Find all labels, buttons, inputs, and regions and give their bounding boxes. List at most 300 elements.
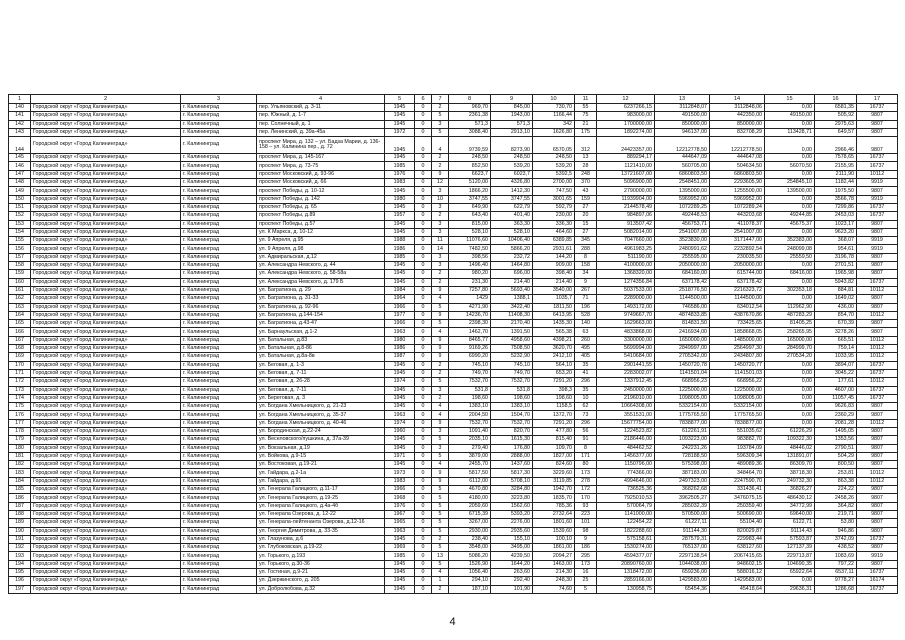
address-cell: ул. Батальная, д.8-86 — [257, 345, 385, 353]
area-apartments-cell: 2276,00 — [491, 519, 533, 527]
locality-cell: г. Калининград — [181, 162, 257, 170]
total-cost-cell: 1337912,45 — [597, 378, 655, 386]
fund-cost-cell: 3523830,00 — [655, 237, 710, 245]
total-area-cell: 5086,20 — [449, 552, 491, 560]
address-cell: ул. Богдана Хмельницкого, д. 21-23 — [257, 403, 385, 411]
total-area-cell: 528,10 — [449, 228, 491, 236]
budget-cost-cell: 596309,34 — [710, 452, 765, 460]
floors-cell: 9 — [432, 345, 449, 353]
row-number-cell: 188 — [9, 510, 31, 518]
resident-count-cell: 159 — [575, 195, 597, 203]
row-number-cell: 159 — [9, 270, 31, 278]
year-built-cell: 1945 — [385, 270, 415, 278]
municipality-cell: Городской округ «Город Калининград» — [31, 104, 181, 112]
table-row — [9, 303, 898, 311]
row-number-cell: 145 — [9, 154, 31, 162]
unit-cost-cell: 2966,46 — [815, 137, 857, 154]
table-row — [9, 394, 898, 402]
max-unit-cost-cell: 9807 — [857, 120, 898, 128]
budget-cost-cell: 2564997,30 — [710, 345, 765, 353]
row-number-cell: 170 — [9, 361, 31, 369]
year-built-cell: 1945 — [385, 203, 415, 211]
year-built-cell: 1957 — [385, 212, 415, 220]
area-residents-cell: 824,60 — [533, 461, 575, 469]
row-number-cell: 163 — [9, 303, 31, 311]
total-area-cell: 3267,00 — [449, 519, 491, 527]
unit-cost-cell: 7299,86 — [815, 203, 857, 211]
budget-cost-cell: 832708,29 — [710, 128, 765, 136]
total-cost-cell: 3551531,00 — [597, 411, 655, 419]
address-cell: ул. Вокзальная, д.19 — [257, 444, 385, 452]
fund-cost-cell: 387183,00 — [655, 469, 710, 477]
locality-cell: г. Калининград — [181, 311, 257, 319]
row-number-cell: 147 — [9, 170, 31, 178]
column-number-header: 17 — [857, 95, 898, 104]
locality-cell: г. Калининград — [181, 278, 257, 286]
owner-cost-cell: 49150,00 — [765, 112, 815, 120]
column-number-header: 7 — [432, 95, 449, 104]
row-number-cell: 161 — [9, 286, 31, 294]
table-row — [9, 220, 898, 228]
total-area-cell: 238,40 — [449, 535, 491, 543]
address-cell: ул. Горького, д.193 — [257, 552, 385, 560]
year-commissioned-cell: 0 — [415, 369, 432, 377]
total-area-cell: 1496,40 — [449, 262, 491, 270]
address-cell: ул. Веселовского/пушкина, д. 37а-39 — [257, 436, 385, 444]
unit-cost-cell: 3045,22 — [815, 369, 857, 377]
unit-cost-cell: 665,51 — [815, 336, 857, 344]
total-area-cell: 643,40 — [449, 212, 491, 220]
year-commissioned-cell: 0 — [415, 353, 432, 361]
total-cost-cell: 5037533,00 — [597, 286, 655, 294]
total-area-cell: 1462,70 — [449, 328, 491, 336]
floors-cell: 9 — [432, 469, 449, 477]
resident-count-cell: 16 — [575, 569, 597, 577]
table-row — [9, 361, 898, 369]
fund-cost-cell: 2849997,00 — [655, 345, 710, 353]
total-cost-cell: 6237266,15 — [597, 104, 655, 112]
locality-cell: г. Калининград — [181, 195, 257, 203]
area-residents-cell: 230,00 — [533, 212, 575, 220]
unit-cost-cell: 6581,35 — [815, 104, 857, 112]
fund-cost-cell: 3962505,27 — [655, 494, 710, 502]
budget-cost-cell: 820029,87 — [710, 527, 765, 535]
area-residents-cell: 730,70 — [533, 104, 575, 112]
column-number-header: 10 — [533, 95, 575, 104]
area-apartments-cell: 2170,40 — [491, 320, 533, 328]
area-apartments-cell: 745,10 — [491, 361, 533, 369]
total-area-cell: 1383,10 — [449, 403, 491, 411]
owner-cost-cell: 258265,95 — [765, 328, 815, 336]
fund-cost-cell: 1450720,78 — [655, 361, 710, 369]
table-row — [9, 519, 898, 527]
owner-cost-cell: 249732,30 — [765, 477, 815, 485]
total-cost-cell: 10664308,00 — [597, 403, 655, 411]
fund-cost-cell: 1093223,00 — [655, 436, 710, 444]
total-cost-cell: 1700000,00 — [597, 120, 655, 128]
budget-cost-cell: 2247590,70 — [710, 477, 765, 485]
owner-cost-cell: 0,00 — [765, 137, 815, 154]
table-row — [9, 552, 898, 560]
locality-cell: г. Калининград — [181, 519, 257, 527]
fund-cost-cell: 612261,91 — [655, 427, 710, 435]
fund-cost-cell: 728188,50 — [655, 452, 710, 460]
area-residents-cell: 2732,64 — [533, 510, 575, 518]
total-area-cell: 571,3 — [449, 120, 491, 128]
address-cell: пер. Южный, д. 1-7 — [257, 112, 385, 120]
unit-cost-cell: 3196,78 — [815, 253, 857, 261]
budget-cost-cell: 2232892,54 — [710, 245, 765, 253]
row-number-cell: 195 — [9, 569, 31, 577]
area-apartments-cell: 2935,60 — [491, 527, 533, 535]
year-built-cell: 1977 — [385, 311, 415, 319]
budget-cost-cell: 3476075,15 — [710, 494, 765, 502]
floors-cell: 13 — [432, 552, 449, 560]
area-apartments-cell: 5817,30 — [491, 469, 533, 477]
budget-cost-cell: 348464,70 — [710, 469, 765, 477]
area-apartments-cell: 1388,1 — [491, 295, 533, 303]
area-apartments-cell: 531,8 — [491, 386, 533, 394]
floors-cell: 2 — [432, 162, 449, 170]
year-built-cell: 1945 — [385, 577, 415, 585]
total-cost-cell: 1629663,00 — [597, 320, 655, 328]
locality-cell: г. Калининград — [181, 527, 257, 535]
resident-count-cell: 223 — [575, 510, 597, 518]
area-apartments-cell: 10406,40 — [491, 237, 533, 245]
floors-cell: 5 — [432, 544, 449, 552]
row-number-cell: 174 — [9, 394, 31, 402]
table-row — [9, 353, 898, 361]
area-apartments-cell: 11408,30 — [491, 311, 533, 319]
row-number-cell: 191 — [9, 535, 31, 543]
floors-cell: 4 — [432, 403, 449, 411]
fund-cost-cell: 668956,23 — [655, 378, 710, 386]
table-row — [9, 228, 898, 236]
resident-count-cell: 35 — [575, 386, 597, 394]
unit-cost-cell: 2155,95 — [815, 162, 857, 170]
area-apartments-cell: 6023,7 — [491, 170, 533, 178]
locality-cell: г. Калининград — [181, 585, 257, 593]
total-area-cell: 969,70 — [449, 104, 491, 112]
floors-cell: 2 — [432, 104, 449, 112]
address-cell: ул. Глубоковская, д.19-22 — [257, 544, 385, 552]
fund-cost-cell: 2518776,50 — [655, 286, 710, 294]
row-number-cell: 154 — [9, 228, 31, 236]
unit-cost-cell: 863,38 — [815, 477, 857, 485]
total-area-cell: 5120,00 — [449, 179, 491, 187]
row-number-cell: 153 — [9, 220, 31, 228]
unit-cost-cell: 2975,63 — [815, 120, 857, 128]
max-unit-cost-cell: 9807 — [857, 262, 898, 270]
fund-cost-cell: 12212778,50 — [655, 137, 710, 154]
max-unit-cost-cell: 9807 — [857, 137, 898, 154]
year-built-cell: 1963 — [385, 328, 415, 336]
address-cell: проспект Московский, д. 66 — [257, 179, 385, 187]
municipality-cell: Городской округ «Город Калининград» — [31, 328, 181, 336]
year-built-cell: 1963 — [385, 527, 415, 535]
fund-cost-cell: 1044038,00 — [655, 560, 710, 568]
fund-cost-cell: 2050000,00 — [655, 262, 710, 270]
address-cell: ул. Гайдара, д.2-1а — [257, 469, 385, 477]
resident-count-cell: 55 — [575, 104, 597, 112]
budget-cost-cell: 1225000,00 — [710, 386, 765, 394]
area-apartments-cell: 1437,60 — [491, 461, 533, 469]
unit-cost-cell: 2701,51 — [815, 262, 857, 270]
resident-count-cell: 75 — [575, 112, 597, 120]
total-area-cell: 6990,20 — [449, 353, 491, 361]
resident-count-cell: 8 — [575, 253, 597, 261]
fund-cost-cell: 1225000,00 — [655, 386, 710, 394]
area-apartments-cell: 528,10 — [491, 228, 533, 236]
table-row — [9, 278, 898, 286]
row-number-cell: 169 — [9, 353, 31, 361]
owner-cost-cell: 25559,50 — [765, 253, 815, 261]
max-unit-cost-cell: 16737 — [857, 369, 898, 377]
total-cost-cell: 5699994,00 — [597, 345, 655, 353]
fund-cost-cell: 61227,11 — [655, 519, 710, 527]
owner-cost-cell: 302353,18 — [765, 286, 815, 294]
address-cell: проспект Мира, д. 73-75 — [257, 162, 385, 170]
resident-count-cell: 296 — [575, 419, 597, 427]
total-cost-cell: 774366,00 — [597, 469, 655, 477]
year-built-cell: 1945 — [385, 278, 415, 286]
budget-cost-cell: 983882,70 — [710, 436, 765, 444]
owner-cost-cell: 61226,29 — [765, 427, 815, 435]
year-commissioned-cell: 0 — [415, 452, 432, 460]
area-apartments-cell: 1562,60 — [491, 502, 533, 510]
resident-count-cell: 171 — [575, 452, 597, 460]
floors-cell: 5 — [432, 303, 449, 311]
fund-cost-cell: 1775765,50 — [655, 411, 710, 419]
locality-cell: г. Калининград — [181, 477, 257, 485]
fund-cost-cell: 1072289,25 — [655, 203, 710, 211]
resident-count-cell: 186 — [575, 544, 597, 552]
budget-cost-cell: 444647,08 — [710, 154, 765, 162]
year-commissioned-cell: 0 — [415, 569, 432, 577]
area-apartments-cell: 214,40 — [491, 278, 533, 286]
column-number-row — [9, 95, 898, 104]
area-residents-cell: 1463,00 — [533, 560, 575, 568]
address-cell: ул. Багратиона, д.43-47 — [257, 320, 385, 328]
area-residents-cell: 2412,10 — [533, 353, 575, 361]
resident-count-cell: 158 — [575, 262, 597, 270]
address-cell: ул. Александра Невского, д. 179 Б — [257, 278, 385, 286]
year-commissioned-cell: 0 — [415, 361, 432, 369]
year-built-cell: 1964 — [385, 295, 415, 303]
unit-cost-cell: 1649,02 — [815, 295, 857, 303]
column-number-header: 16 — [815, 95, 857, 104]
floors-cell: 5 — [432, 320, 449, 328]
unit-cost-cell: 3894,07 — [815, 361, 857, 369]
year-commissioned-cell: 0 — [415, 253, 432, 261]
area-residents-cell: 100,10 — [533, 535, 575, 543]
area-apartments-cell: 1644,20 — [491, 560, 533, 568]
resident-count-cell: 73 — [575, 411, 597, 419]
area-residents-cell: 248,30 — [533, 577, 575, 585]
budget-cost-cell: 5969952,00 — [710, 195, 765, 203]
year-commissioned-cell: 0 — [415, 212, 432, 220]
max-unit-cost-cell: 9807 — [857, 220, 898, 228]
table-row — [9, 162, 898, 170]
owner-cost-cell: 68416,00 — [765, 270, 815, 278]
row-number-cell: 140 — [9, 104, 31, 112]
owner-cost-cell: 113428,71 — [765, 128, 815, 136]
total-cost-cell: 7925010,53 — [597, 494, 655, 502]
total-area-cell: 231,30 — [449, 278, 491, 286]
max-unit-cost-cell: 16737 — [857, 154, 898, 162]
resident-count-cell: 56 — [575, 427, 597, 435]
year-built-cell: 1945 — [385, 535, 415, 543]
fund-cost-cell: 2297138,54 — [655, 552, 710, 560]
unit-cost-cell: 2360,29 — [815, 411, 857, 419]
resident-count-cell: 9 — [575, 278, 597, 286]
year-commissioned-cell: 0 — [415, 128, 432, 136]
floors-cell: 9 — [432, 286, 449, 294]
municipality-cell: Городской округ «Город Калининград» — [31, 452, 181, 460]
area-residents-cell: 3229,60 — [533, 469, 575, 477]
municipality-cell: Городской округ «Город Калининград» — [31, 577, 181, 585]
row-number-cell: 194 — [9, 560, 31, 568]
area-residents-cell: 398,40 — [533, 270, 575, 278]
table-header — [9, 95, 898, 104]
resident-count-cell: 98 — [575, 527, 597, 535]
resident-count-cell: 91 — [575, 436, 597, 444]
floors-cell: 5 — [432, 519, 449, 527]
locality-cell: г. Калининград — [181, 411, 257, 419]
budget-cost-cell: 948602,15 — [710, 560, 765, 568]
area-apartments-cell: 4239,50 — [491, 552, 533, 560]
budget-cost-cell: 1858668,05 — [710, 328, 765, 336]
owner-cost-cell: 486430,12 — [765, 494, 815, 502]
municipality-cell: Городской округ «Город Калининград» — [31, 436, 181, 444]
municipality-cell: Городской округ «Город Калининград» — [31, 278, 181, 286]
total-cost-cell: 511190,00 — [597, 253, 655, 261]
resident-count-cell: 41 — [575, 369, 597, 377]
year-built-cell: 1966 — [385, 320, 415, 328]
row-number-cell: 150 — [9, 195, 31, 203]
max-unit-cost-cell: 16737 — [857, 162, 898, 170]
fund-cost-cell: 5969952,00 — [655, 195, 710, 203]
locality-cell: г. Калининград — [181, 469, 257, 477]
address-cell: ул. Генерала Галицкого, д.4а-4б — [257, 502, 385, 510]
row-number-cell: 157 — [9, 253, 31, 261]
unit-cost-cell: 438,52 — [815, 544, 857, 552]
year-built-cell: 1945 — [385, 444, 415, 452]
year-built-cell: 1971 — [385, 452, 415, 460]
municipality-cell: Городской округ «Город Калининград» — [31, 444, 181, 452]
address-cell: ул. Войкова, д.9-15 — [257, 452, 385, 460]
area-apartments-cell: 198,60 — [491, 394, 533, 402]
floors-cell: 5 — [432, 112, 449, 120]
unit-cost-cell: 800,50 — [815, 461, 857, 469]
total-area-cell: 1526,90 — [449, 560, 491, 568]
locality-cell: г. Калининград — [181, 386, 257, 394]
column-number-header: 6 — [415, 95, 432, 104]
total-cost-cell: 4833868,00 — [597, 328, 655, 336]
municipality-cell: Городской округ «Город Калининград» — [31, 303, 181, 311]
municipality-cell: Городской округ «Город Калининград» — [31, 345, 181, 353]
address-cell: ул. Гостиная, д.9-21 — [257, 569, 385, 577]
fund-cost-cell: 2548451,00 — [655, 179, 710, 187]
table-row — [9, 336, 898, 344]
municipality-cell: Городской округ «Город Калининград» — [31, 120, 181, 128]
max-unit-cost-cell: 10112 — [857, 378, 898, 386]
address-cell: ул. Богдана Хмельницкого, д. 40-46 — [257, 419, 385, 427]
floors-cell: 4 — [432, 137, 449, 154]
table-row — [9, 195, 898, 203]
total-area-cell: 2398,30 — [449, 320, 491, 328]
floors-cell: 3 — [432, 228, 449, 236]
total-area-cell: 749,70 — [449, 369, 491, 377]
floors-cell: 2 — [432, 369, 449, 377]
table-row — [9, 179, 898, 187]
max-unit-cost-cell: 9807 — [857, 427, 898, 435]
year-built-cell: 1966 — [385, 303, 415, 311]
locality-cell: г. Калининград — [181, 112, 257, 120]
address-cell: ул. Дзержинского, д. 205 — [257, 577, 385, 585]
unit-cost-cell: 504,29 — [815, 452, 857, 460]
row-number-cell: 156 — [9, 245, 31, 253]
floors-cell: 5 — [432, 502, 449, 510]
year-commissioned-cell: 0 — [415, 120, 432, 128]
unit-cost-cell: 1033,95 — [815, 353, 857, 361]
municipality-cell: Городской округ «Город Калининград» — [31, 386, 181, 394]
total-area-cell: 2455,70 — [449, 461, 491, 469]
budget-cost-cell: 230035,50 — [710, 253, 765, 261]
floors-cell: 1 — [432, 577, 449, 585]
owner-cost-cell: 284999,70 — [765, 345, 815, 353]
resident-count-cell: 370 — [575, 179, 597, 187]
locality-cell: г. Калининград — [181, 179, 257, 187]
year-commissioned-cell: 0 — [415, 535, 432, 543]
row-number-cell: 155 — [9, 237, 31, 245]
table-row — [9, 477, 898, 485]
owner-cost-cell: 34772,99 — [765, 502, 815, 510]
column-number-header: 1 — [9, 95, 31, 104]
area-apartments-cell: 7532,70 — [491, 419, 533, 427]
total-cost-cell: 1456377,00 — [597, 452, 655, 460]
unit-cost-cell: 1083,69 — [815, 552, 857, 560]
year-built-cell: 1945 — [385, 262, 415, 270]
budget-cost-cell: 500690,00 — [710, 510, 765, 518]
municipality-cell: Городской округ «Город Калининград» — [31, 137, 181, 154]
unit-cost-cell: 364,82 — [815, 502, 857, 510]
floors-cell: 3 — [432, 253, 449, 261]
max-unit-cost-cell: 16737 — [857, 278, 898, 286]
locality-cell: г. Калининград — [181, 303, 257, 311]
area-residents-cell: 815,40 — [533, 436, 575, 444]
year-commissioned-cell: 0 — [415, 154, 432, 162]
floors-cell: 2 — [432, 154, 449, 162]
table-row — [9, 262, 898, 270]
row-number-cell: 143 — [9, 128, 31, 136]
address-cell: ул. Генерала Галицкого, д.11-17 — [257, 486, 385, 494]
area-residents-cell: 592,79 — [533, 203, 575, 211]
owner-cost-cell: 0,00 — [765, 228, 815, 236]
fund-cost-cell: 560705,00 — [655, 162, 710, 170]
floors-cell: 5 — [432, 486, 449, 494]
total-area-cell: 531,8 — [449, 386, 491, 394]
area-apartments-cell: 571,3 — [491, 120, 533, 128]
year-built-cell: 1980 — [385, 336, 415, 344]
owner-cost-cell: 49244,85 — [765, 212, 815, 220]
resident-count-cell: 15 — [575, 220, 597, 228]
area-residents-cell: 3119,85 — [533, 477, 575, 485]
locality-cell: г. Калининград — [181, 461, 257, 469]
municipality-cell: Городской округ «Город Калининград» — [31, 245, 181, 253]
owner-cost-cell: 127137,39 — [765, 544, 815, 552]
total-area-cell: 4670,80 — [449, 486, 491, 494]
